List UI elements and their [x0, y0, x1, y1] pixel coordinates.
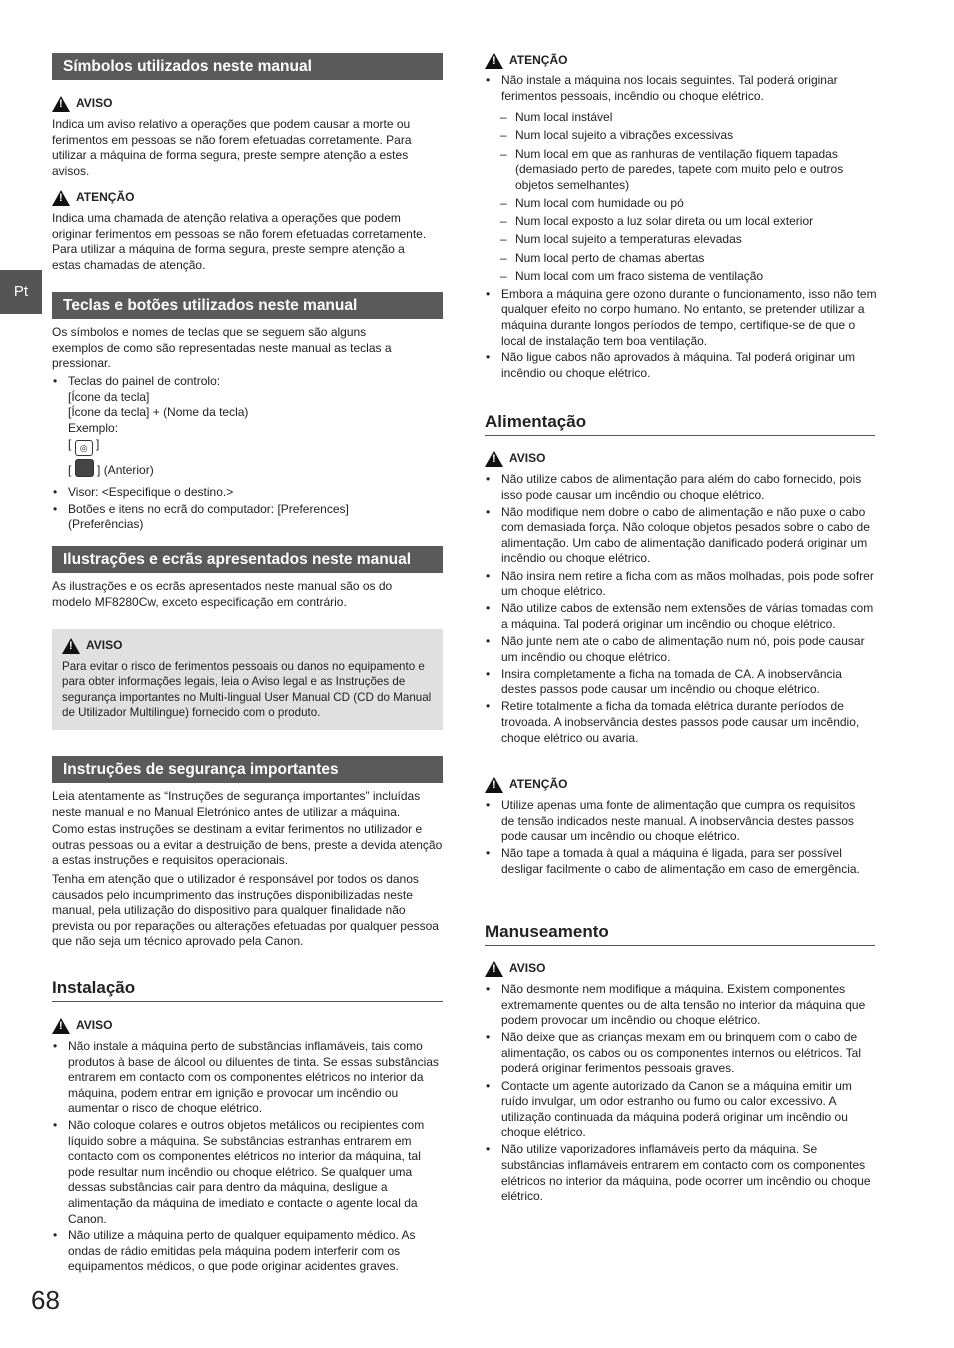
example-key-1: [ ◎ ]	[68, 437, 442, 456]
sublist-item: – Num local sujeito a temperaturas elevadas	[485, 232, 877, 248]
power-aviso-list	[485, 472, 877, 746]
atencao-label: ATENÇÃO	[509, 53, 568, 68]
list-item: • Não insira nem retire a ficha com as mãos molhadas, pois pode sofrer um choque elétrico.	[485, 569, 877, 600]
warning-icon	[485, 53, 503, 69]
keys-panel-label: • Teclas do painel de controlo:	[68, 374, 221, 388]
list-item: • Não utilize cabos de alimentação para além do cabo fornecido, pois isso pode causar um incêndio ou choque elétrico.	[485, 472, 877, 503]
list-item: • Embora a máquina gere ozono durante o funcionamento, isso não tem qualquer efeito no corpo humano. No entanto, se pretender utilizar a máquina durante longos períodos de tempo, certifique-se de que o local de instalação tem boa ventilação.	[485, 287, 877, 349]
sublist-item: – Num local em que as ranhuras de ventilação fiquem tapadas (demasiado perto de paredes, tapete com muito pelo e outros objetos semelhantes)	[485, 147, 877, 194]
sublist-item: – Num local sujeito a vibrações excessivas	[485, 128, 877, 144]
page-number: 68	[31, 1285, 60, 1315]
list-item: • Não utilize cabos de extensão nem extensões de várias tomadas com a máquina. Tal poderá originar um incêndio ou choque elétrico.	[485, 601, 877, 632]
warning-icon	[62, 638, 80, 654]
section-title-illustrations: Ilustrações e ecrãs apresentados neste manual	[52, 546, 443, 573]
sublist-item: – Num local com humidade ou pó	[485, 196, 877, 212]
notice-box	[52, 629, 443, 730]
list-item: • Utilize apenas uma fonte de alimentação que cumpra os requisitos de tensão indicados neste manual. A inobservância destes passos pode causar um incêndio ou choque elétrico.	[485, 798, 865, 845]
list-item: • Não instale a máquina perto de substâncias inflamáveis, tais como produtos à base de álcool ou diluentes de tinta. Se essas substâncias entrarem em contacto com os componentes elétricos no interior da máquina, podem entrar em ignição e provocar um incêndio ou aumentar o risco de choque elétrico.	[52, 1039, 444, 1117]
power-aviso-heading	[485, 451, 545, 467]
notice-label: AVISO	[86, 638, 123, 653]
back-key-icon	[75, 459, 94, 477]
install-aviso-heading	[52, 1018, 112, 1034]
location-sublist	[485, 110, 877, 284]
sublist-item: – Num local instável	[485, 110, 877, 126]
warning-icon	[52, 1018, 70, 1034]
buttons-example: Botões e itens no ecrã do computador: [Preferences] (Preferências)	[68, 501, 349, 532]
section-title-symbols: Símbolos utilizados neste manual	[52, 53, 443, 80]
warning-icon	[52, 190, 70, 206]
keys-intro: Os símbolos e nomes de teclas que se seguem são alguns exemplos de como são representadas neste manual as teclas a pressionar.	[52, 325, 392, 371]
power-atencao-heading	[485, 777, 567, 793]
keys-icon-format: [Ícone da tecla]	[68, 389, 150, 404]
keys-icon-name-format: [Ícone da tecla] + (Nome da tecla)	[68, 405, 249, 420]
install-aviso-list	[52, 1039, 444, 1275]
atencao-label: ATENÇÃO	[76, 190, 135, 205]
notice-heading	[62, 638, 122, 654]
list-item: • Não tape a tomada à qual a máquina é ligada, para ser possível desligar facilmente o cabo de alimentação em caso de emergência.	[485, 846, 865, 877]
warning-icon	[485, 451, 503, 467]
heading-handling: Manuseamento	[485, 924, 875, 946]
aviso-description: Indica um aviso relativo a operações que podem causar a morte ou ferimentos em pessoas se não forem efetuadas corretamente. Para utilizar a máquina de forma segura, preste sempre atenção a estes avisos.	[52, 117, 412, 178]
safety-p2: Como estas instruções se destinam a evitar ferimentos no utilizador e outras pessoas ou a evitar a destruição de bens, preste a devida atenção a estas instruções e requisitos operacionais.	[52, 822, 443, 868]
list-item	[485, 73, 877, 284]
install-atencao-list	[485, 73, 877, 381]
list-item	[52, 374, 442, 479]
list-item: • Insira completamente a ficha na tomada de CA. A inobservância destes passos pode causar um incêndio ou choque elétrico.	[485, 667, 877, 698]
list-item: • Retire totalmente a ficha da tomada elétrica durante períodos de trovoada. A inobservância destes passos pode causar um incêndio, choque elétrico ou avaria.	[485, 699, 877, 746]
install-atencao-heading	[485, 53, 567, 69]
key-icon: ◎	[75, 440, 93, 456]
handling-aviso-list	[485, 982, 877, 1205]
section-title-keys: Teclas e botões utilizados neste manual	[52, 292, 443, 319]
handling-aviso-heading	[485, 961, 545, 977]
atencao-description: Indica uma chamada de atenção relativa a operações que podem originar ferimentos em pessoas se não forem efetuadas corretamente. Para utilizar a máquina de forma segura, preste sempre atenção a estas chamadas de atenção.	[52, 211, 427, 272]
list-item: • Não coloque colares e outros objetos metálicos ou recipientes com líquido sobre a máquina. Se substâncias estranhas entrarem em contacto com os componentes elétricos no interior da máquina, tal pode resultar num incêndio ou choque elétrico. Se qualquer uma dessas substâncias cair para dentro da máquina, desligue a alimentação da máquina de imediato e contacte o agente local da Canon.	[52, 1118, 444, 1227]
notice-text: Para evitar o risco de ferimentos pessoais ou danos no equipamento e para obter informações legais, leia o Aviso legal e as Instruções de segurança importantes no Multi-lingual User Manual CD (CD do Manual de Utilizador Multilingue) fornecido com o produto.	[62, 660, 432, 720]
sublist-item: – Num local com um fraco sistema de ventilação	[485, 269, 877, 285]
atencao-lead: • Não instale a máquina nos locais seguintes. Tal poderá originar ferimentos pessoais, incêndio ou choque elétrico.	[501, 73, 838, 103]
safety-p3: Tenha em atenção que o utilizador é responsável por todos os danos causados pelo incumprimento das instruções disponibilizadas neste manual, pela utilização do dispositivo para qualquer finalidade não prevista ou por reparações ou alterações efetuadas por qualquer pessoa que não seja um técnico aprovado pela Canon.	[52, 872, 439, 949]
display-example: Visor: <Especifique o destino.>	[68, 484, 234, 499]
atencao-heading	[52, 190, 134, 206]
aviso-label: AVISO	[509, 961, 546, 976]
list-item: • Não utilize a máquina perto de qualquer equipamento médico. As ondas de rádio emitidas pela máquina podem interferir com os equipamentos médicos, o que pode originar acidentes graves.	[52, 1228, 444, 1275]
example-key-2: [ ] (Anterior)	[68, 459, 442, 479]
back-key-label: (Anterior)	[103, 463, 154, 478]
list-item: • Não ligue cabos não aprovados à máquina. Tal poderá originar um incêndio ou choque elétrico.	[485, 350, 877, 381]
heading-installation: Instalação	[52, 980, 443, 1002]
language-tab: Pt	[0, 270, 42, 314]
aviso-label: AVISO	[509, 451, 546, 466]
list-item: • Não desmonte nem modifique a máquina. Existem componentes extremamente quentes ou de alta tensão no interior da máquina que podem provocar um incêndio ou choque elétrico.	[485, 982, 877, 1029]
aviso-label: AVISO	[76, 1018, 113, 1033]
section-title-safety: Instruções de segurança importantes	[52, 756, 443, 783]
warning-icon	[52, 96, 70, 112]
warning-icon	[485, 961, 503, 977]
sublist-item: – Num local perto de chamas abertas	[485, 251, 877, 267]
aviso-label: AVISO	[76, 96, 113, 111]
safety-p1: Leia atentamente as “Instruções de segurança importantes” incluídas neste manual e no Manual Eletrónico antes de utilizar a máquina.	[52, 789, 421, 819]
warning-icon	[485, 777, 503, 793]
list-item: • Não utilize vaporizadores inflamáveis perto da máquina. Se substâncias inflamáveis entrarem em contacto com os componentes elétricos no interior da máquina, pode ocorrer um incêndio ou choque elétrico.	[485, 1142, 877, 1204]
power-atencao-list	[485, 798, 865, 877]
example-label: Exemplo:	[68, 420, 119, 435]
list-item	[52, 502, 388, 533]
list-item: • Contacte um agente autorizado da Canon se a máquina emitir um ruído invulgar, um odor estranho ou fumo ou calor excessivo. A utilização continuada da máquina poderá originar um incêndio ou choque elétrico.	[485, 1079, 877, 1141]
list-item: • Não junte nem ate o cabo de alimentação num nó, pois pode causar um incêndio ou choque elétrico.	[485, 634, 877, 665]
sublist-item: – Num local exposto a luz solar direta ou um local exterior	[485, 214, 877, 230]
list-item: • Não modifique nem dobre o cabo de alimentação e não puxe o cabo com demasiada força. Não coloque objetos pesados sobre o cabo de alimentação. Um cabo de alimentação danificado poderá originar um incêndio ou choque elétrico.	[485, 505, 877, 567]
illustrations-text: As ilustrações e os ecrãs apresentados neste manual são os do modelo MF8280Cw, exceto especificação em contrário.	[52, 579, 393, 609]
list-item	[52, 485, 442, 501]
heading-power: Alimentação	[485, 414, 875, 436]
list-item: • Não deixe que as crianças mexam em ou brinquem com o cabo de alimentação, os cabos ou os componentes internos ou elétricos. Tal poderá originar ferimentos pessoais graves.	[485, 1030, 877, 1077]
keys-list	[52, 374, 442, 533]
aviso-heading	[52, 96, 112, 112]
atencao-label: ATENÇÃO	[509, 777, 568, 792]
